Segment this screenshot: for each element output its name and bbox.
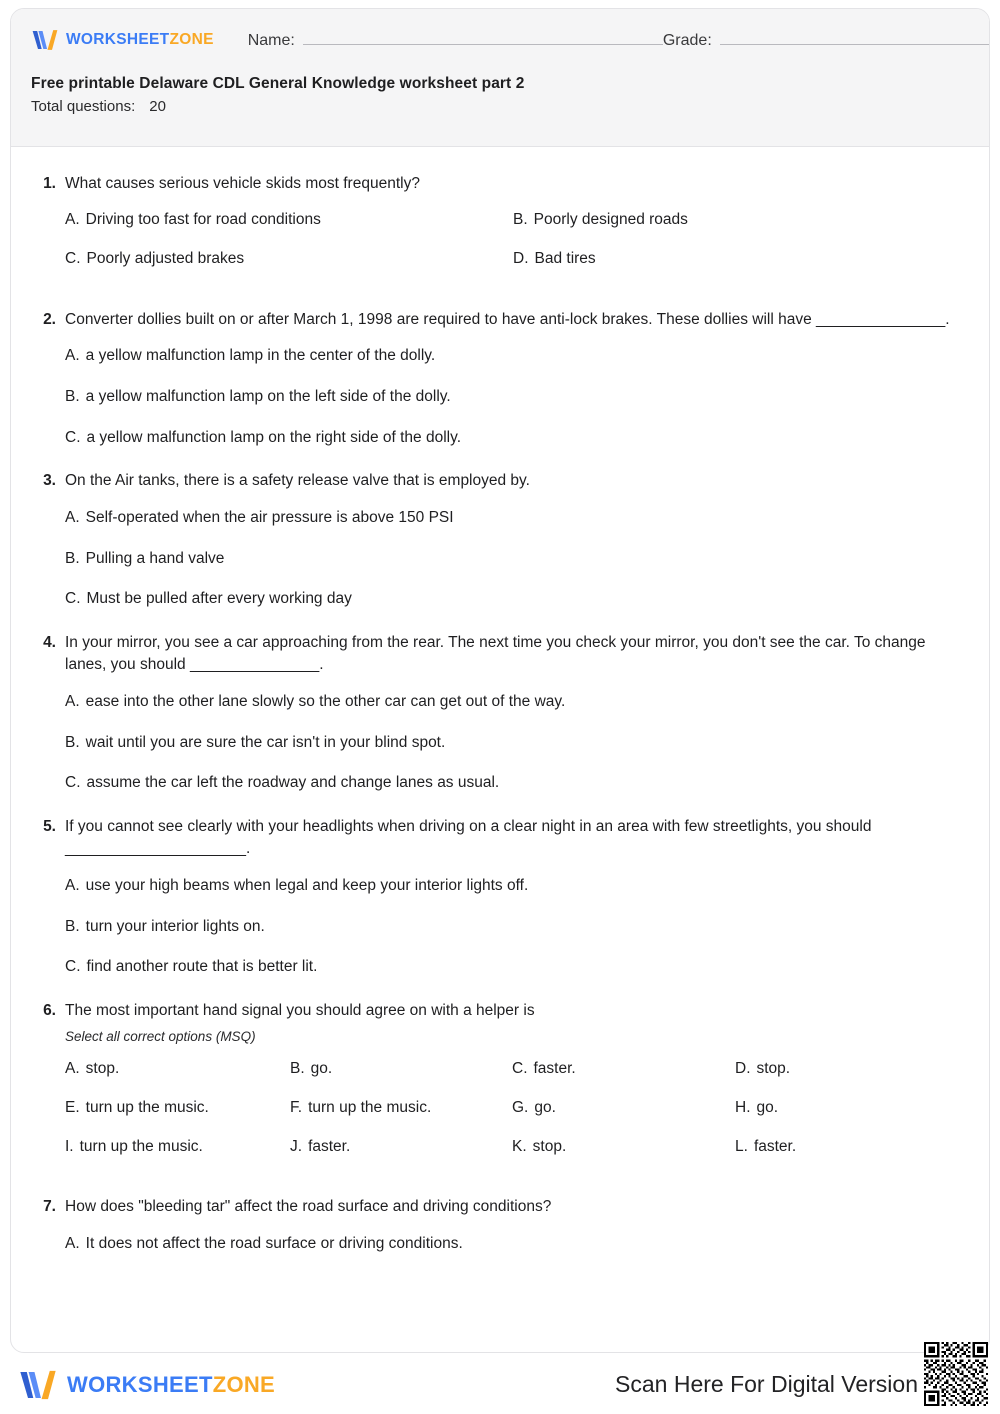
answer-option[interactable] bbox=[65, 427, 965, 449]
answer-option[interactable] bbox=[65, 875, 965, 916]
worksheet-header bbox=[11, 9, 989, 147]
option-label: faster. bbox=[753, 1137, 797, 1155]
answer-option[interactable] bbox=[65, 248, 513, 287]
option-letter: C. bbox=[65, 958, 81, 976]
question-item bbox=[35, 632, 965, 794]
option-label: a yellow malfunction lamp on the left side of the dolly. bbox=[85, 388, 451, 405]
question-number: 4. bbox=[43, 633, 56, 651]
option-label: turn up the music. bbox=[85, 1099, 209, 1117]
answer-option[interactable] bbox=[65, 345, 965, 386]
question-number: 5. bbox=[43, 817, 56, 835]
question-text: In your mirror, you see a car approaching from the rear. The next time you check your mirror, you don't see the car. To change lanes, you should _______________. bbox=[65, 633, 926, 674]
question-text: Converter dollies built on or after March 1, 1998 are required to have anti-lock brakes. These dollies will have _______________. bbox=[65, 310, 950, 328]
option-label: It does not affect the road surface or driving conditions. bbox=[85, 1234, 463, 1252]
option-letter: A. bbox=[65, 508, 80, 526]
question-number: 7. bbox=[43, 1198, 56, 1216]
option-label: faster. bbox=[308, 1137, 351, 1155]
option-letter: B. bbox=[513, 211, 528, 229]
option-label: stop. bbox=[532, 1137, 567, 1155]
option-letter: D. bbox=[513, 250, 529, 268]
option-group bbox=[65, 691, 965, 794]
footer-brand-wordmark bbox=[67, 1372, 275, 1398]
grade-input-rule[interactable] bbox=[720, 31, 990, 45]
answer-option[interactable] bbox=[65, 732, 965, 773]
option-label: turn your interior lights on. bbox=[85, 917, 265, 935]
option-label: faster. bbox=[533, 1060, 576, 1078]
option-letter: A. bbox=[65, 211, 80, 229]
option-group bbox=[65, 1233, 965, 1255]
question-text: How does "bleeding tar" affect the road surface and driving conditions? bbox=[65, 1198, 552, 1216]
answer-option[interactable] bbox=[735, 1058, 965, 1097]
option-label: Poorly designed roads bbox=[533, 211, 688, 229]
option-label: turn up the music. bbox=[308, 1099, 432, 1117]
page-title: Free printable Delaware CDL General Knowledge worksheet part 2 bbox=[31, 75, 525, 92]
question-item bbox=[35, 309, 965, 449]
answer-option[interactable] bbox=[513, 209, 965, 248]
answer-option[interactable] bbox=[512, 1058, 735, 1097]
footer-brand-logo[interactable] bbox=[18, 1368, 275, 1406]
option-letter: B. bbox=[290, 1060, 305, 1078]
footer-scan-group bbox=[615, 1342, 988, 1406]
worksheetzone-logo-icon bbox=[18, 1368, 58, 1402]
option-label: a yellow malfunction lamp in the center of the dolly. bbox=[85, 347, 436, 365]
answer-option[interactable] bbox=[65, 1097, 290, 1136]
option-label: Driving too fast for road conditions bbox=[85, 211, 321, 229]
option-letter: H. bbox=[735, 1099, 751, 1117]
option-label: ease into the other lane slowly so the other car can get out of the way. bbox=[85, 692, 566, 710]
worksheet-card bbox=[10, 8, 990, 1353]
scan-here-label: Scan Here For Digital Version bbox=[615, 1371, 918, 1397]
answer-option[interactable] bbox=[735, 1097, 965, 1136]
answer-option[interactable] bbox=[65, 772, 965, 794]
option-letter: B. bbox=[65, 733, 80, 751]
question-body bbox=[65, 309, 965, 449]
answer-option[interactable] bbox=[65, 1058, 290, 1097]
name-input-rule[interactable] bbox=[303, 31, 663, 45]
option-group bbox=[65, 875, 965, 978]
option-label: stop. bbox=[85, 1060, 120, 1078]
brand-logo[interactable] bbox=[31, 28, 214, 52]
option-label: a yellow malfunction lamp on the right side of the dolly. bbox=[86, 428, 461, 446]
option-letter: B. bbox=[65, 388, 80, 405]
brand-wordmark bbox=[66, 31, 214, 49]
option-letter: A. bbox=[65, 692, 80, 710]
answer-option[interactable] bbox=[65, 209, 513, 248]
question-body bbox=[65, 1000, 965, 1175]
option-letter: L. bbox=[735, 1137, 748, 1155]
answer-option[interactable] bbox=[65, 916, 965, 957]
question-body bbox=[65, 632, 965, 794]
question-item bbox=[35, 470, 965, 610]
option-label: turn up the music. bbox=[79, 1137, 203, 1155]
question-number: 2. bbox=[43, 310, 56, 328]
question-item bbox=[35, 816, 965, 978]
question-body bbox=[65, 470, 965, 610]
answer-option[interactable] bbox=[290, 1058, 512, 1097]
option-label: Must be pulled after every working day bbox=[86, 590, 352, 608]
header-meta bbox=[31, 75, 969, 115]
option-letter: B. bbox=[65, 917, 80, 935]
option-label: Self-operated when the air pressure is above 150 PSI bbox=[85, 508, 454, 526]
option-group bbox=[65, 1058, 965, 1174]
option-letter: A. bbox=[65, 1234, 80, 1252]
grade-field[interactable] bbox=[663, 31, 990, 50]
worksheet-footer bbox=[0, 1354, 1000, 1414]
answer-option[interactable] bbox=[512, 1097, 735, 1136]
answer-option[interactable] bbox=[65, 386, 965, 427]
option-letter: F. bbox=[290, 1099, 303, 1117]
option-label: stop. bbox=[756, 1060, 791, 1078]
option-group bbox=[65, 209, 965, 286]
option-group bbox=[65, 507, 965, 610]
answer-option[interactable] bbox=[65, 691, 965, 732]
question-text: The most important hand signal you should agree on with a helper is bbox=[65, 1001, 535, 1019]
question-text: On the Air tanks, there is a safety release valve that is employed by. bbox=[65, 472, 530, 490]
option-label: go. bbox=[756, 1099, 779, 1117]
total-questions bbox=[31, 98, 969, 115]
footer-brand-word-worksheet: WORKSHEET bbox=[67, 1372, 213, 1397]
question-item bbox=[35, 1196, 965, 1254]
answer-option[interactable] bbox=[735, 1136, 965, 1175]
option-label: assume the car left the roadway and change lanes as usual. bbox=[86, 774, 500, 792]
option-label: Poorly adjusted brakes bbox=[86, 250, 245, 268]
total-questions-label: Total questions: bbox=[31, 98, 136, 115]
answer-option[interactable] bbox=[65, 956, 965, 978]
option-group bbox=[65, 345, 965, 448]
option-label: Bad tires bbox=[534, 250, 596, 268]
answer-option[interactable] bbox=[65, 1136, 290, 1175]
answer-option[interactable] bbox=[290, 1136, 512, 1175]
question-number: 1. bbox=[43, 175, 56, 192]
question-item bbox=[35, 1000, 965, 1175]
option-letter: K. bbox=[512, 1137, 527, 1155]
brand-word-worksheet: WORKSHEET bbox=[66, 31, 170, 48]
option-letter: A. bbox=[65, 1060, 80, 1078]
total-questions-count: 20 bbox=[149, 98, 166, 115]
option-label: find another route that is better lit. bbox=[86, 958, 318, 976]
brand-word-zone: ZONE bbox=[169, 31, 214, 48]
option-letter: J. bbox=[290, 1137, 303, 1155]
question-body bbox=[65, 173, 965, 287]
option-letter: C. bbox=[65, 590, 81, 608]
option-label: use your high beams when legal and keep your interior lights off. bbox=[85, 876, 529, 894]
option-letter: G. bbox=[512, 1099, 529, 1117]
answer-option[interactable] bbox=[512, 1136, 735, 1175]
option-letter: A. bbox=[65, 876, 80, 894]
option-letter: B. bbox=[65, 549, 80, 567]
answer-option[interactable] bbox=[65, 588, 965, 610]
option-letter: I. bbox=[65, 1137, 74, 1155]
option-letter: E. bbox=[65, 1099, 80, 1117]
answer-option[interactable] bbox=[290, 1097, 512, 1136]
question-number: 6. bbox=[43, 1001, 56, 1019]
footer-brand-word-zone: ZONE bbox=[212, 1372, 276, 1397]
answer-option[interactable] bbox=[513, 248, 965, 287]
question-text: If you cannot see clearly with your headlights when driving on a clear night in an area with few streetlights, you should _____________________. bbox=[65, 817, 872, 858]
option-letter: C. bbox=[65, 774, 81, 792]
answer-option[interactable] bbox=[65, 507, 965, 548]
option-letter: C. bbox=[65, 250, 81, 268]
answer-option[interactable] bbox=[65, 1233, 965, 1255]
name-label: Name: bbox=[247, 31, 295, 49]
option-label: go. bbox=[534, 1099, 556, 1117]
question-instruction: Select all correct options (MSQ) bbox=[65, 1029, 256, 1045]
option-label: go. bbox=[310, 1060, 333, 1078]
answer-option[interactable] bbox=[65, 548, 965, 589]
name-field[interactable] bbox=[248, 31, 663, 50]
question-item bbox=[35, 173, 965, 287]
worksheetzone-logo-icon bbox=[31, 28, 59, 52]
option-letter: A. bbox=[65, 347, 80, 365]
header-top-row bbox=[31, 23, 969, 57]
option-letter: C. bbox=[512, 1060, 528, 1078]
questions-list bbox=[11, 147, 989, 1287]
option-letter: C. bbox=[65, 428, 81, 446]
option-label: wait until you are sure the car isn't in your blind spot. bbox=[85, 733, 446, 751]
grade-label: Grade: bbox=[662, 31, 712, 49]
option-letter: D. bbox=[735, 1060, 751, 1078]
option-label: Pulling a hand valve bbox=[85, 549, 225, 567]
question-number: 3. bbox=[43, 472, 56, 490]
question-body bbox=[65, 1196, 965, 1254]
question-text: What causes serious vehicle skids most frequently? bbox=[65, 175, 420, 192]
qr-code-icon[interactable] bbox=[924, 1342, 988, 1406]
question-body bbox=[65, 816, 965, 978]
